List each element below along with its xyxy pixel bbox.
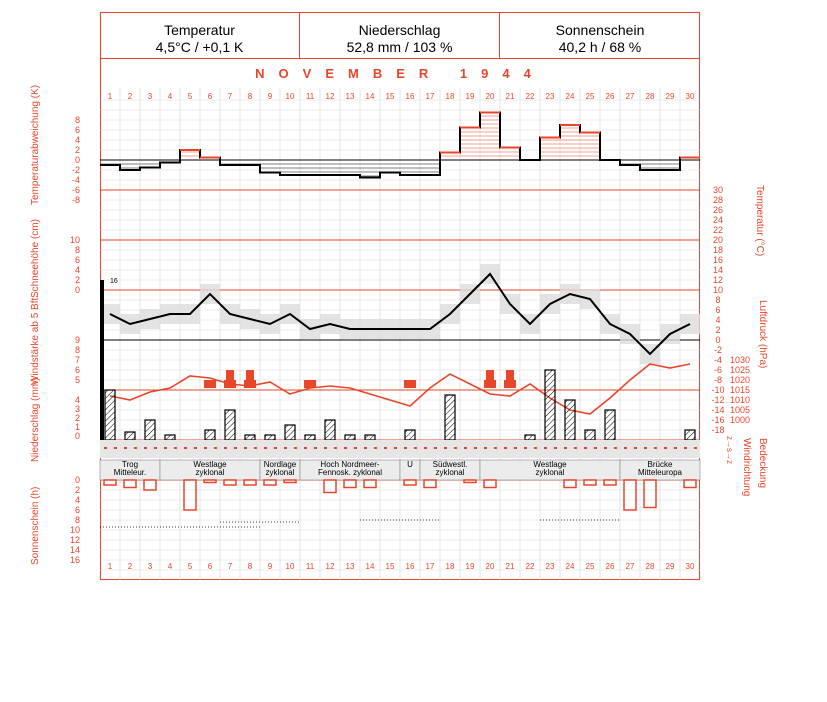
wind-direction-mark — [204, 447, 207, 449]
precipitation-bar — [105, 390, 115, 440]
temp-deviation-bar — [180, 150, 200, 160]
wind-strength-bar-high — [486, 370, 494, 380]
day-number-top: 23 — [545, 92, 555, 101]
day-number-top: 13 — [345, 92, 355, 101]
weather-type-label: zyklonal — [195, 468, 225, 477]
day-number-bottom: 14 — [365, 562, 375, 571]
weather-type-label: zyklonal — [265, 468, 295, 477]
weather-type-label: Fennosk. zyklonal — [317, 468, 383, 477]
label-pressure: Luftdruck (hPa) — [757, 300, 768, 369]
temperature-tick: -14 — [711, 405, 725, 415]
temp-deviation-tick: -8 — [71, 195, 80, 205]
temp-deviation-bar — [300, 160, 320, 175]
precipitation-value: 52,8 mm / 103 % — [346, 39, 453, 55]
temp-deviation-tick: 4 — [74, 135, 80, 145]
day-number-top: 16 — [405, 92, 415, 101]
label-wind-direction-scale: z→s→z — [725, 436, 734, 464]
wind-direction-mark — [684, 447, 687, 449]
wind-direction-mark — [464, 447, 467, 449]
precipitation-bar — [245, 435, 255, 440]
temperature-tick: -4 — [713, 355, 723, 365]
sunshine-bar — [604, 480, 616, 485]
label-precipitation: Niederschlag (mm) — [30, 377, 41, 462]
weather-type-label: U — [407, 460, 413, 469]
precip-tick: 4 — [74, 395, 80, 405]
day-number-top: 9 — [267, 92, 273, 101]
sunshine-bar — [484, 480, 496, 488]
day-number-top: 27 — [625, 92, 635, 101]
day-number-bottom: 12 — [325, 562, 335, 571]
day-number-bottom: 24 — [565, 562, 575, 571]
temperature-tick: 4 — [715, 315, 721, 325]
wind-direction-mark — [604, 447, 607, 449]
pressure-tick: 1020 — [729, 375, 750, 385]
precip-tick: 3 — [74, 404, 80, 414]
day-number-bottom: 9 — [267, 562, 273, 571]
sunshine-bar — [324, 480, 336, 493]
day-number-bottom: 18 — [445, 562, 455, 571]
wind-direction-mark — [524, 447, 527, 449]
day-number-top: 12 — [325, 92, 335, 101]
temp-deviation-bar — [140, 160, 160, 168]
sunshine-tick: 12 — [69, 535, 80, 545]
sunshine-bar — [104, 480, 116, 485]
temp-deviation-bar — [420, 160, 440, 175]
temp-deviation-bar — [660, 160, 680, 170]
precip-tick: 0 — [74, 431, 80, 441]
day-number-bottom: 15 — [385, 562, 395, 571]
sunshine-bar — [224, 480, 236, 485]
sunshine-bar — [564, 480, 576, 488]
temperature-tick: 14 — [712, 265, 724, 275]
pressure-tick: 1005 — [729, 405, 750, 415]
wind-strength-bar — [404, 380, 416, 388]
wind-direction-mark — [334, 447, 337, 449]
day-number-bottom: 30 — [685, 562, 695, 571]
sunshine-bar — [264, 480, 276, 485]
day-number-bottom: 8 — [247, 562, 253, 571]
day-number-top: 22 — [525, 92, 535, 101]
day-number-top: 20 — [485, 92, 495, 101]
temp-deviation-bar — [280, 160, 300, 175]
wind-direction-mark — [324, 447, 327, 449]
sunshine-tick: 4 — [74, 495, 80, 505]
sunshine-bar — [584, 480, 596, 485]
sunshine-bar — [464, 480, 476, 483]
wind-strength-bar-high — [226, 370, 234, 380]
wind-direction-mark — [214, 447, 217, 449]
sunshine-bar — [424, 480, 436, 488]
day-number-bottom: 25 — [585, 562, 595, 571]
weather-type-label: Hoch Nordmeer- — [320, 460, 380, 469]
temp-deviation-bar — [380, 160, 400, 173]
temperature-tick: -12 — [711, 395, 725, 405]
temperature-tick: 10 — [712, 285, 724, 295]
temp-deviation-bar — [340, 160, 360, 175]
sunshine-title: Sonnenschein — [555, 22, 645, 38]
day-number-bottom: 6 — [207, 562, 213, 571]
wind-direction-mark — [474, 447, 477, 449]
day-number-top: 8 — [247, 92, 253, 101]
label-wind-direction: Windrichtung — [741, 438, 752, 497]
precipitation-bar — [145, 420, 155, 440]
temp-deviation-tick: -2 — [71, 165, 80, 175]
day-number-top: 11 — [305, 92, 315, 101]
label-sunshine: Sonnenschein (h) — [30, 486, 41, 565]
day-number-bottom: 11 — [305, 562, 315, 571]
day-number-top: 15 — [385, 92, 395, 101]
wind-tick: 5 — [74, 375, 80, 385]
wind-tick: 6 — [74, 365, 80, 375]
wind-direction-mark — [654, 447, 657, 449]
wind-direction-mark — [664, 447, 667, 449]
temperature-tick: -2 — [713, 345, 723, 355]
sunshine-value: 40,2 h / 68 % — [558, 39, 642, 55]
snow-tick: 0 — [74, 285, 80, 295]
precipitation-bar — [165, 435, 175, 440]
snow-depth-bar — [100, 280, 104, 440]
pressure-tick: 1000 — [729, 415, 750, 425]
wind-direction-mark — [424, 447, 427, 449]
sunshine-tick: 10 — [69, 525, 80, 535]
temperature-tick: 22 — [712, 225, 724, 235]
sunshine-bar — [244, 480, 256, 485]
wind-direction-mark — [694, 447, 697, 449]
wind-direction-mark — [224, 447, 227, 449]
sunshine-bar — [684, 480, 696, 488]
sunshine-bar — [624, 480, 636, 510]
temp-deviation-bar — [400, 160, 420, 175]
wind-direction-mark — [544, 447, 547, 449]
day-number-top: 26 — [605, 92, 615, 101]
wind-direction-mark — [614, 447, 617, 449]
day-number-top: 21 — [505, 92, 515, 101]
day-number-top: 25 — [585, 92, 595, 101]
temp-deviation-bar — [260, 160, 280, 173]
temperature-tick: 6 — [715, 305, 721, 315]
temp-deviation-tick: 0 — [74, 155, 80, 165]
wind-direction-mark — [104, 447, 107, 449]
snow-tick: 10 — [69, 235, 80, 245]
temp-deviation-bar — [320, 160, 340, 175]
precipitation-bar — [445, 395, 455, 440]
day-number-bottom: 16 — [405, 562, 415, 571]
temperature-tick: -10 — [711, 385, 725, 395]
precipitation-bar — [685, 430, 695, 440]
wind-direction-mark — [234, 447, 237, 449]
day-number-top: 30 — [685, 92, 695, 101]
wind-direction-mark — [344, 447, 347, 449]
day-number-top: 28 — [645, 92, 655, 101]
day-number-top: 3 — [147, 92, 153, 101]
temperature-value: 4,5°C / +0,1 K — [155, 39, 244, 55]
wind-strength-bar — [484, 380, 496, 388]
precipitation-bar — [125, 432, 135, 440]
sunshine-tick: 6 — [74, 505, 80, 515]
precipitation-bar — [605, 410, 615, 440]
day-number-top: 24 — [565, 92, 575, 101]
wind-direction-mark — [514, 447, 517, 449]
sunshine-bar — [184, 480, 196, 510]
temperature-tick: 8 — [715, 295, 721, 305]
label-wind-strength: Windstärke ab 5 Bft. — [30, 294, 41, 385]
label-temp-deviation: Temperaturabweichung (K) — [30, 84, 41, 205]
temperature-tick: -16 — [711, 415, 725, 425]
temp-deviation-bar — [360, 160, 380, 178]
wind-direction-mark — [674, 447, 677, 449]
precipitation-bar — [325, 420, 335, 440]
snow-tick: 8 — [74, 245, 80, 255]
temp-deviation-bar — [500, 148, 520, 161]
wind-direction-mark — [194, 447, 197, 449]
day-number-bottom: 7 — [227, 562, 233, 571]
month-title: NOVEMBER 1944 — [255, 66, 545, 81]
wind-direction-mark — [144, 447, 147, 449]
wind-direction-mark — [304, 447, 307, 449]
label-cloud-cover: Bedeckung — [757, 438, 768, 489]
weather-type-label: Trog — [121, 460, 139, 469]
wind-direction-mark — [354, 447, 357, 449]
day-number-bottom: 10 — [285, 562, 295, 571]
sunshine-bar — [344, 480, 356, 488]
day-number-bottom: 5 — [187, 562, 193, 571]
day-number-bottom: 22 — [525, 562, 535, 571]
day-number-top: 19 — [465, 92, 475, 101]
temp-deviation-bar — [580, 133, 600, 161]
day-number-bottom: 20 — [485, 562, 495, 571]
sunshine-bar — [364, 480, 376, 488]
wind-direction-mark — [374, 447, 377, 449]
wind-tick: 7 — [74, 355, 80, 365]
temp-deviation-bar — [480, 113, 500, 161]
label-temperature: Temperatur (°C) — [754, 185, 765, 257]
precip-tick: 2 — [74, 413, 80, 423]
wind-tick: 8 — [74, 345, 80, 355]
wind-direction-mark — [294, 447, 297, 449]
wind-direction-mark — [134, 447, 137, 449]
label-snow-depth: Schneehöhe (cm) — [30, 219, 41, 298]
sunshine-bar — [404, 480, 416, 485]
wind-tick: 9 — [74, 335, 80, 345]
wind-direction-mark — [484, 447, 487, 449]
sunshine-bar — [644, 480, 656, 508]
pressure-tick: 1010 — [729, 395, 750, 405]
wind-direction-mark — [314, 447, 317, 449]
day-number-top: 5 — [187, 92, 193, 101]
snow-depth-label: 16 — [110, 278, 118, 285]
snow-tick: 2 — [74, 275, 80, 285]
precipitation-bar — [545, 370, 555, 440]
wind-direction-mark — [254, 447, 257, 449]
wind-direction-mark — [114, 447, 117, 449]
sunshine-bar — [144, 480, 156, 490]
wind-direction-mark — [584, 447, 587, 449]
day-number-bottom: 3 — [147, 562, 153, 571]
sunshine-tick: 0 — [74, 475, 80, 485]
temperature-tick: -6 — [713, 365, 723, 375]
day-number-top: 6 — [207, 92, 213, 101]
day-number-bottom: 13 — [345, 562, 355, 571]
temperature-tick: -8 — [713, 375, 723, 385]
day-number-bottom: 28 — [645, 562, 655, 571]
wind-direction-mark — [174, 447, 177, 449]
snow-tick: 6 — [74, 255, 80, 265]
weather-type-label: zyklonal — [535, 468, 565, 477]
wind-strength-bar-high — [506, 370, 514, 380]
temp-deviation-tick: 8 — [74, 115, 80, 125]
temp-deviation-tick: 6 — [74, 125, 80, 135]
day-number-top: 10 — [285, 92, 295, 101]
day-number-bottom: 23 — [545, 562, 555, 571]
wind-direction-mark — [164, 447, 167, 449]
wind-direction-mark — [274, 447, 277, 449]
precipitation-bar — [225, 410, 235, 440]
wind-direction-mark — [634, 447, 637, 449]
day-number-top: 14 — [365, 92, 375, 101]
precipitation-bar — [205, 430, 215, 440]
wind-direction-mark — [434, 447, 437, 449]
weather-type-label: Mitteleuropa — [637, 468, 683, 477]
pressure-tick: 1015 — [729, 385, 750, 395]
temp-deviation-bar — [460, 128, 480, 161]
weather-type-label: Westlage — [533, 460, 567, 469]
day-number-bottom: 26 — [605, 562, 615, 571]
temp-deviation-tick: -6 — [71, 185, 80, 195]
precipitation-bar — [345, 435, 355, 440]
day-number-top: 2 — [127, 92, 133, 101]
day-number-bottom: 17 — [425, 562, 435, 571]
wind-direction-mark — [534, 447, 537, 449]
wind-direction-mark — [554, 447, 557, 449]
wind-direction-mark — [184, 447, 187, 449]
wind-direction-mark — [574, 447, 577, 449]
temp-deviation-bar — [540, 138, 560, 161]
wind-direction-mark — [364, 447, 367, 449]
day-number-top: 1 — [107, 92, 113, 101]
day-number-bottom: 21 — [505, 562, 515, 571]
precipitation-bar — [285, 425, 295, 440]
weather-type-label: zyklonal — [435, 468, 465, 477]
day-number-top: 17 — [425, 92, 435, 101]
weather-type-label: Mitteleur. — [113, 468, 147, 477]
temperature-tick: 20 — [712, 235, 724, 245]
day-number-bottom: 1 — [107, 562, 113, 571]
wind-direction-mark — [624, 447, 627, 449]
weather-type-label: Nordlage — [263, 460, 297, 469]
sunshine-tick: 16 — [69, 555, 80, 565]
temp-deviation-bar — [120, 160, 140, 170]
temperature-tick: 12 — [712, 275, 724, 285]
wind-direction-mark — [124, 447, 127, 449]
temp-deviation-tick: 2 — [74, 145, 80, 155]
wind-direction-mark — [594, 447, 597, 449]
day-number-top: 4 — [167, 92, 173, 101]
weather-type-label: Brücke — [647, 460, 673, 469]
day-number-bottom: 4 — [167, 562, 173, 571]
precipitation-bar — [305, 435, 315, 440]
wind-strength-bar — [504, 380, 516, 388]
day-number-bottom: 27 — [625, 562, 635, 571]
wind-direction-mark — [394, 447, 397, 449]
wind-strength-bar-high — [246, 370, 254, 380]
wind-direction-mark — [264, 447, 267, 449]
day-number-bottom: 2 — [127, 562, 133, 571]
precipitation-bar — [565, 400, 575, 440]
wind-direction-mark — [244, 447, 247, 449]
wind-direction-strip — [100, 440, 700, 458]
day-number-bottom: 29 — [665, 562, 675, 571]
snow-tick: 4 — [74, 265, 80, 275]
sunshine-tick: 2 — [74, 485, 80, 495]
temperature-tick: 16 — [712, 255, 724, 265]
temperature-tick: 24 — [712, 215, 724, 225]
day-number-top: 18 — [445, 92, 455, 101]
temperature-tick: 0 — [715, 335, 721, 345]
wind-direction-mark — [154, 447, 157, 449]
sunshine-bar — [124, 480, 136, 488]
sunshine-tick: 8 — [74, 515, 80, 525]
precipitation-bar — [265, 435, 275, 440]
temperature-title: Temperatur — [164, 22, 235, 38]
sunshine-bar — [204, 480, 216, 483]
wind-direction-mark — [384, 447, 387, 449]
weather-type-label: Westlage — [193, 460, 227, 469]
day-number-top: 29 — [665, 92, 675, 101]
wind-direction-mark — [444, 447, 447, 449]
precipitation-bar — [525, 435, 535, 440]
wind-direction-mark — [564, 447, 567, 449]
wind-direction-mark — [414, 447, 417, 449]
day-number-bottom: 19 — [465, 562, 475, 571]
sunshine-bar — [284, 480, 296, 483]
temperature-tick: -18 — [711, 425, 725, 435]
temperature-tick: 2 — [715, 325, 721, 335]
precip-tick: 1 — [74, 422, 80, 432]
wind-direction-mark — [504, 447, 507, 449]
precipitation-bar — [585, 430, 595, 440]
temperature-tick: 18 — [712, 245, 724, 255]
wind-direction-mark — [284, 447, 287, 449]
wind-direction-mark — [494, 447, 497, 449]
temp-deviation-bar — [640, 160, 660, 170]
pressure-tick: 1030 — [729, 355, 750, 365]
wind-direction-mark — [644, 447, 647, 449]
temperature-tick: 26 — [712, 205, 724, 215]
precipitation-title: Niederschlag — [358, 22, 441, 38]
precipitation-bar — [405, 430, 415, 440]
sunshine-tick: 14 — [69, 545, 80, 555]
day-number-top: 7 — [227, 92, 233, 101]
pressure-tick: 1025 — [729, 365, 750, 375]
temp-deviation-bar — [440, 153, 460, 161]
temperature-tick: 30 — [712, 185, 724, 195]
temperature-tick: 28 — [712, 195, 724, 205]
precipitation-bar — [365, 435, 375, 440]
weather-type-label: Südwestl. — [432, 460, 468, 469]
wind-strength-bar — [204, 380, 216, 388]
wind-direction-mark — [454, 447, 457, 449]
temp-deviation-tick: -4 — [71, 175, 80, 185]
wind-direction-mark — [404, 447, 407, 449]
